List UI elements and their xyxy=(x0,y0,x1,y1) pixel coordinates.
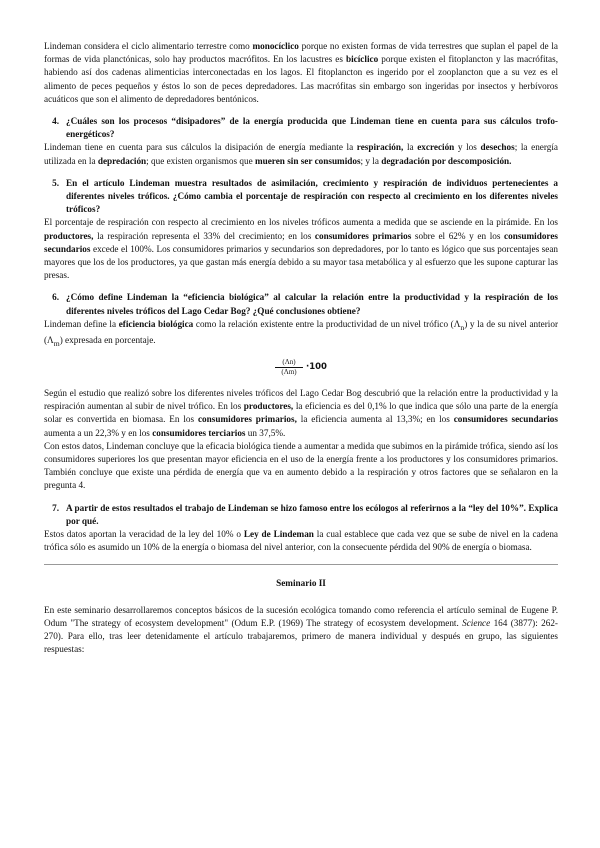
bold-term: excreción xyxy=(417,142,455,153)
text: ; y la xyxy=(360,155,382,166)
text: aumenta a un 22,3% y en los xyxy=(44,427,153,438)
section-title: Seminario II xyxy=(276,578,326,589)
bold-term: consumidores primarios xyxy=(314,230,412,241)
subscript: m xyxy=(53,338,60,348)
answer-4 xyxy=(44,141,558,167)
paragraph-trophic-cycles xyxy=(44,40,558,106)
question-5 xyxy=(44,177,558,217)
answer-6-conclusion: Con estos datos, Lindeman concluye que la eficacia biológica tiende a aumentar a medida que subimos en la pirámide trófica, siendo así los consumidores superiores los que presentan mayor eficiencia en el uso de la energía frente a los productores y los consumidores primarios. También concluye que existe una pérdida de energía que va en aumento debido a la respiración y otros factores que se señalaron en la pregunta 4. xyxy=(44,440,558,491)
text: Lindeman considera el ciclo alimentario terrestre como xyxy=(44,41,253,51)
bold-term: bicíclico xyxy=(346,54,379,65)
answer-5 xyxy=(44,216,558,282)
bold-term: productores, xyxy=(243,401,294,412)
question-text: ¿Cuáles son los procesos “disipadores” de la energía producida que Lindeman tiene en cuenta para sus cálculos trofo-energéticos? xyxy=(66,116,558,140)
text: El porcentaje de respiración con respecto al crecimiento en los niveles tróficos aumenta a medida que se asciende en la pirámide. En los xyxy=(44,217,558,228)
text: Según el estudio que realizó sobre los diferentes niveles tróficos del Lago Cedar Bog descubrió que la relación entre la productividad y la respiración aumentan al subir de nivel trófico. En los xyxy=(44,387,558,412)
text: la eficiencia aumenta al 13,3%; en los xyxy=(296,414,454,425)
text: un 37,5%. xyxy=(245,427,286,438)
text: y los xyxy=(454,142,481,153)
text: la respiración representa el 33% del crecimiento; en los xyxy=(93,230,315,241)
question-4 xyxy=(44,115,558,141)
bold-term: consumidores secundarios xyxy=(44,230,558,254)
text: la eficiencia es del 0,1% lo que indica que sólo una parte de la energía solar es convertida en biomasa. En los xyxy=(44,401,558,425)
question-number: 6. xyxy=(52,292,59,303)
bold-term: degradación por descomposición. xyxy=(381,155,512,166)
question-6 xyxy=(44,291,558,317)
text: sobre el 62% y en los xyxy=(411,230,505,241)
question-7 xyxy=(44,502,558,528)
text: porque existen el fitoplancton y las macrófitas, habiendo así dos cadenas alimenticias interconectadas en los lagos. El fitoplancton es ingerido por el zooplancton que a su vez es el alimento de peces pequeños y éstos lo son de peces depredadores. Las macrófitas sin embargo son ingeridas por insectos y herbívoros acuáticos que son el alimento de depredadores bentónicos. xyxy=(44,54,558,104)
text: ; que existen organismos que xyxy=(146,155,255,166)
bold-term: eficiencia biológica xyxy=(118,318,194,329)
text: En este seminario desarrollaremos conceptos básicos de la sucesión ecológica tomando como referencia el artículo seminal de Eugene P. Odum "The strategy of ecosystem development" (Odum E.P. (1969) The strategy of ecosystem development. xyxy=(44,604,558,628)
answer-7 xyxy=(44,528,558,554)
text: la cual establece que cada vez que se sube de nivel en la cadena trófica sólo es asumido un 10% de la energía o biomasa del nivel anterior, con la consecuente pérdida del 90% de energía o biomasa. xyxy=(44,528,559,553)
bold-term: monocíclico xyxy=(252,41,299,51)
text: ; la energía utilizada en la xyxy=(44,142,558,166)
bold-term: consumidores terciarios xyxy=(152,427,246,438)
answer-6-definition xyxy=(44,318,558,350)
bold-term: respiración, xyxy=(356,142,404,153)
formula-denominator: (Λm) xyxy=(281,368,297,377)
formula-multiplier: ·100 xyxy=(306,362,327,373)
question-text: En el artículo Lindeman muestra resultados de asimilación, crecimiento y respiración de individuos pertenecientes a diferentes niveles tróficos. ¿Cómo cambia el porcentaje de respiración con respecto al crecimiento en los diferentes niveles tróficos? xyxy=(66,177,558,215)
document-page xyxy=(44,40,558,656)
question-text: A partir de estos resultados el trabajo de Lindeman se hizo famoso entre los ecólogos al referirnos a la “ley del 10%”. Explica por qué. xyxy=(66,502,558,526)
bold-term: mueren sin ser consumidos xyxy=(254,155,361,166)
question-number: 4. xyxy=(52,116,59,127)
text: excede el 100%. Los consumidores primarios y secundarios son depredadores, por lo tanto es lógico que sus porcentajes sean mayores que los de los productores, ya que gastan más energía debido a su mayor tasa metabólica y al esfuerzo que les supone capturar las presas. xyxy=(44,243,558,281)
efficiency-formula xyxy=(44,353,558,383)
text: como la relación existente entre la productividad de un nivel trófico (Λ xyxy=(193,318,461,329)
formula-numerator: (Λn) xyxy=(282,358,296,367)
bold-term: depredación xyxy=(97,155,147,166)
text: Lindeman tiene en cuenta para sus cálculos la disipación de energía mediante la xyxy=(44,142,357,153)
seminar-intro xyxy=(44,604,558,657)
text: ) expresada en porcentaje. xyxy=(59,334,156,345)
bold-term: productores, xyxy=(44,230,94,241)
bold-term: consumidores secundarios xyxy=(453,414,558,425)
text: Estos datos aportan la veracidad de la ley del 10% o xyxy=(44,528,244,539)
text: Lindeman define la xyxy=(44,318,119,329)
text: ) y la de su nivel anterior (Λ xyxy=(44,318,559,345)
formula-fraction xyxy=(275,358,303,377)
question-text: ¿Cómo define Lindeman la “eficiencia biológica” al calcular la relación entre la productividad y la respiración de los diferentes niveles tróficos del Lago Cedar Bog? ¿Qué conclusiones obtiene? xyxy=(66,292,558,316)
text: 164 (3877): 262-270). Para ello, tras leer detenidamente el artículo trabajaremos, primero de manera individual y después en grupo, las siguientes respuestas: xyxy=(44,617,558,655)
question-number: 5. xyxy=(52,177,59,188)
journal-name: Science xyxy=(462,617,491,628)
bold-term: Ley de Lindeman xyxy=(243,528,314,539)
bold-term: desechos xyxy=(480,142,515,153)
text: la xyxy=(403,142,418,153)
bold-term: consumidores primarios, xyxy=(197,414,297,425)
subscript: n xyxy=(460,322,465,332)
section-divider xyxy=(44,564,558,565)
answer-6-results xyxy=(44,387,558,440)
question-number: 7. xyxy=(52,502,59,513)
text: porque no existen formas de vida terrestres que suplan el papel de la formas de vida planctónicas, solo hay productos macrófitos. En los lacustres es xyxy=(44,41,558,65)
